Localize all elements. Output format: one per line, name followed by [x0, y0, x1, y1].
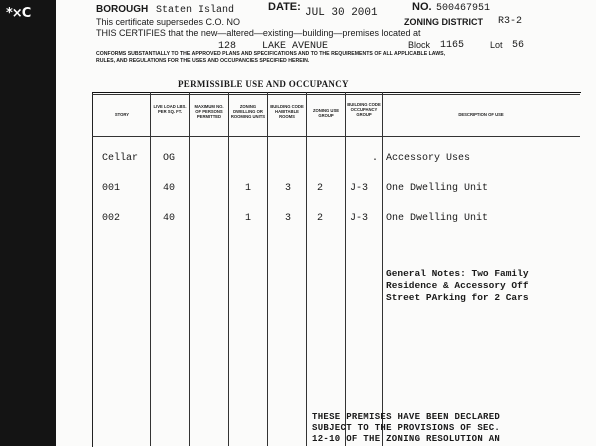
general-notes-line: General Notes: Two Family — [386, 268, 529, 279]
col-divider — [382, 92, 383, 446]
block-label: Block — [408, 40, 431, 50]
date-value: JUL 30 2001 — [305, 7, 378, 19]
conforms-line-1: CONFORMS SUBSTANTIALLY TO THE APPROVED PLANS AND SPECIFICATIONS AND TO THE REQUIREMENTS OF ALL APPLICABLE LAWS, — [96, 51, 446, 57]
zoning-stamp — [312, 412, 582, 445]
row-cellar-description: Accessory Uses — [386, 153, 471, 164]
borough-value: Staten Island — [156, 5, 235, 16]
row-001-habitable-rooms: 3 — [285, 183, 292, 194]
address-number: 128 — [218, 41, 237, 52]
col-header-max-persons: MAXIMUM NO. OF PERSONS PERMITTED — [194, 104, 224, 119]
stamp-line: THESE PREMISES HAVE BEEN DECLARED — [312, 412, 501, 422]
col-header-live-load: LIVE LOAD LBS. PER SQ. FT. — [153, 104, 187, 114]
row-001-description: One Dwelling Unit — [386, 183, 489, 194]
row-002-use-group: 2 — [317, 213, 324, 224]
lot-label: Lot — [490, 40, 503, 50]
table-title: PERMISSIBLE USE AND OCCUPANCY — [178, 79, 349, 89]
scan-margin — [0, 0, 56, 446]
stamp-line: 12-10 OF THE ZONING RESOLUTION AN — [312, 434, 501, 444]
col-divider — [345, 92, 346, 446]
col-divider — [189, 92, 190, 446]
col-header-occupancy-group: BUILDING CODE OCCUPANCY GROUP — [347, 102, 381, 117]
stamp-line: SUBJECT TO THE PROVISIONS OF SEC. — [312, 423, 501, 433]
row-001-dwelling-units: 1 — [245, 183, 252, 194]
row-002-habitable-rooms: 3 — [285, 213, 292, 224]
row-001-use-group: 2 — [317, 183, 324, 194]
row-cellar-occupancy: . — [372, 153, 379, 164]
row-002-live-load: 40 — [163, 213, 176, 224]
borough-label: BOROUGH — [96, 4, 149, 15]
supersedes-text: This certificate supersedes C.O. NO — [96, 17, 241, 27]
conforms-line-2: RULES, AND REGULATIONS FOR THE USES AND OCCUPANCIES SPECIFIED HEREIN. — [96, 58, 310, 64]
col-header-story: STORY — [114, 112, 130, 117]
certifies-text: THIS CERTIFIES that the new—altered—existing—building—premises located at — [96, 28, 421, 38]
row-cellar-story: Cellar — [102, 153, 139, 164]
no-value: 500467951 — [436, 3, 491, 14]
row-002-description: One Dwelling Unit — [386, 213, 489, 224]
general-notes-line: Street PArking for 2 Cars — [386, 292, 529, 303]
general-notes — [386, 268, 576, 304]
col-header-dwelling-units: ZONING DWELLING OR ROOMING UNITS — [230, 104, 266, 119]
margin-mark: *×C — [6, 6, 31, 21]
row-002-dwelling-units: 1 — [245, 213, 252, 224]
col-divider — [228, 92, 229, 446]
table-header-rule — [92, 136, 580, 137]
col-header-description: DESCRIPTION OF USE — [458, 112, 504, 117]
address-street: LAKE AVENUE — [262, 41, 329, 52]
col-header-habitable-rooms: BUILDING CODE HABITABLE ROOMS — [270, 104, 304, 119]
zoning-value: R3-2 — [498, 16, 523, 27]
date-label: DATE: — [268, 1, 301, 13]
col-divider — [306, 92, 307, 446]
no-label: NO. — [412, 1, 432, 13]
row-001-live-load: 40 — [163, 183, 176, 194]
row-002-occupancy: J-3 — [350, 213, 369, 224]
col-divider — [150, 92, 151, 446]
col-divider — [267, 92, 268, 446]
table-top-rule — [92, 94, 580, 95]
row-cellar-live-load: OG — [163, 153, 176, 164]
row-001-occupancy: J-3 — [350, 183, 369, 194]
lot-value: 56 — [512, 40, 525, 51]
block-value: 1165 — [440, 40, 465, 51]
row-002-story: 002 — [102, 213, 121, 224]
zoning-label: ZONING DISTRICT — [404, 17, 483, 27]
general-notes-line: Residence & Accessory Off — [386, 280, 529, 291]
row-001-story: 001 — [102, 183, 121, 194]
col-header-use-group: ZONING USE GROUP — [312, 108, 340, 118]
